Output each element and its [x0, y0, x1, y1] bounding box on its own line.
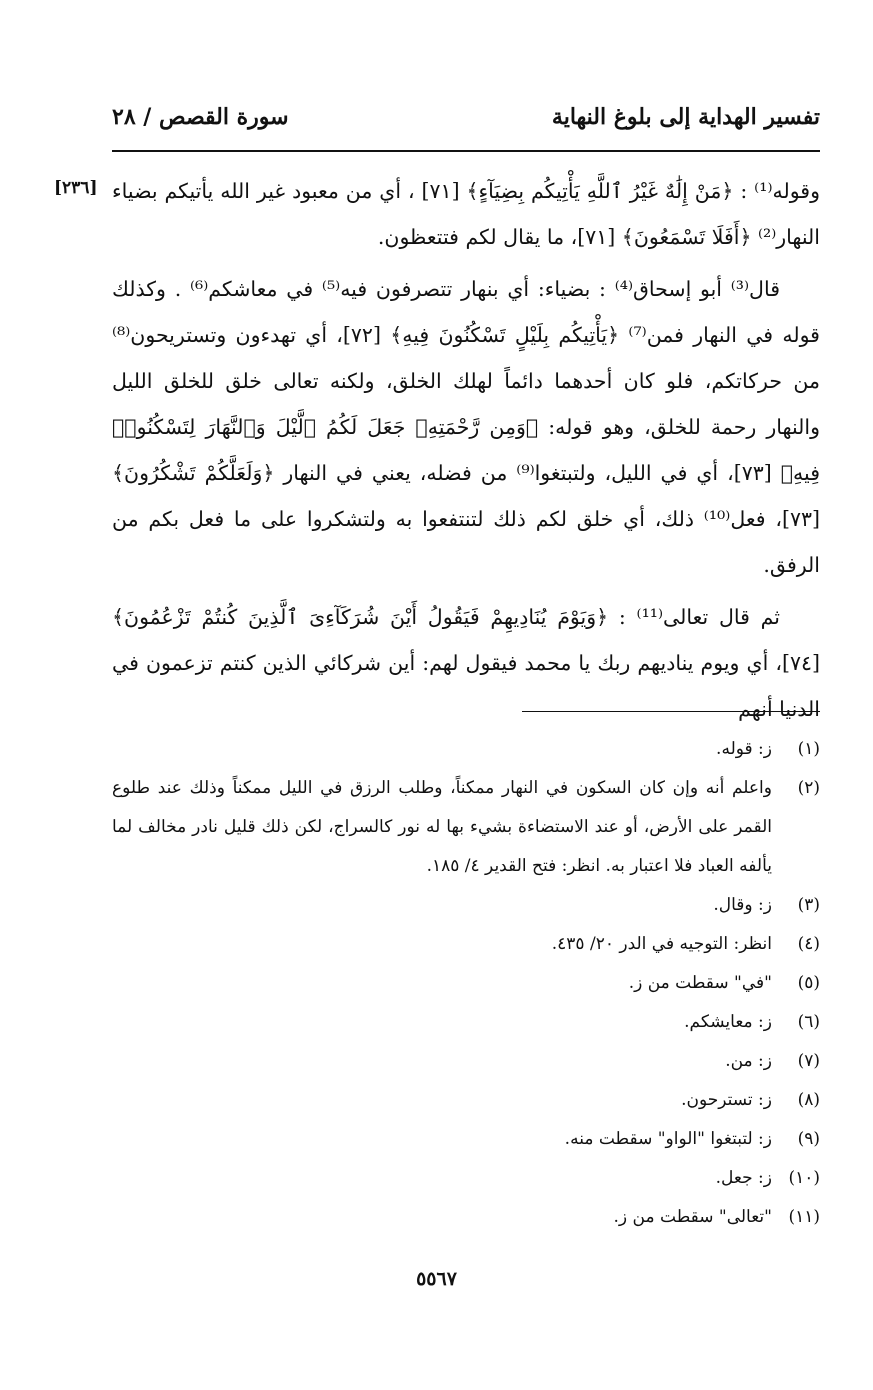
running-header: [112, 104, 820, 144]
footnote-item: [112, 1042, 820, 1081]
footnotes: [112, 730, 820, 1237]
footnote-number: (٦): [797, 1012, 820, 1032]
paragraph-3: ثم قال تعالى⁽¹¹⁾ : ﴿وَيَوْمَ يُنَادِيهِمْ فَيَقُولُ أَيْنَ شُرَكَآءِىَ ٱلَّذِينَ كُنتُمْ تَزْعُمُونَ﴾ [٧٤]، أي ويوم يناديهم ربك يا محمد فيقول لهم: أين شركائي الذين كنتم تزعمون في الدنيا أنهم: [112, 605, 820, 721]
footnote-item: [112, 925, 820, 964]
footnote-text: ز: وقال.: [713, 895, 772, 915]
header-rule: [112, 150, 820, 152]
footnote-number: (٥): [797, 973, 820, 993]
footnote-number: (٤): [797, 934, 820, 954]
footnote-text: واعلم أنه وإن كان السكون في النهار ممكناً، وطلب الرزق في الليل ممكناً وذلك عند طلوع القمر على الأرض، أو عند الاستضاءة بشيء بها له نور كالسراج، لكن ذلك قليل نادر مخالف لما يألفه العباد فلا اعتبار به. انظر: فتح القدير ٤/ ١٨٥.: [112, 778, 772, 876]
footnote-item: [112, 1198, 820, 1237]
footnote-item: [112, 769, 820, 886]
footnote-item: [112, 1120, 820, 1159]
main-text: [112, 168, 820, 738]
footnote-text: "في" سقطت من ز.: [628, 973, 772, 993]
footnote-item: [112, 1003, 820, 1042]
footnote-number: (٣): [797, 895, 820, 915]
book-title: تفسير الهداية إلى بلوغ النهاية: [551, 104, 820, 130]
surah-title: سورة القصص / ٢٨: [112, 104, 289, 130]
paragraph-1: وقوله⁽¹⁾ : ﴿مَنْ إِلَٰهٌ غَيْرُ ٱللَّهِ يَأْتِيكُم بِضِيَآءٍ﴾ [٧١] ، أي من معبود غير الله يأتيكم بضياء النهار⁽²⁾ ﴿أَفَلَا تَسْمَعُونَ﴾ [٧١]، ما يقال لكم فتتعظون.: [112, 179, 820, 249]
margin-reference: [٢٣٦]: [54, 178, 98, 198]
page-number: ٥٥٦٧: [416, 1268, 457, 1290]
footnote-number: (٨): [797, 1090, 820, 1110]
footnote-text: ز: جعل.: [715, 1168, 772, 1188]
footnote-item: [112, 1081, 820, 1120]
footnote-text: ز: من.: [725, 1051, 772, 1071]
footnote-item: [112, 886, 820, 925]
footnote-separator: [522, 711, 820, 712]
footnote-text: "تعالى" سقطت من ز.: [613, 1207, 772, 1227]
footnote-number: (١): [797, 739, 820, 759]
footnote-item: [112, 730, 820, 769]
footnote-item: [112, 1159, 820, 1198]
footnote-text: ز: قوله.: [716, 739, 772, 759]
paragraph-2: قال⁽³⁾ أبو إسحاق⁽⁴⁾ : بضياء: أي بنهار تتصرفون فيه⁽⁵⁾ في معاشكم⁽⁶⁾ . وكذلك قوله في النهار فمن⁽⁷⁾ ﴿يَأْتِيكُم بِلَيْلٍ تَسْكُنُونَ فِيهِ﴾ [٧٢]، أي تهدءون وتستريحون⁽⁸⁾ من حركاتكم، فلو كان أحدهما دائماً لهلك الخلق، ولكنه تعالى خلق للخلق الليل والنهار رحمة للخلق، وهو قوله: ﴿وَمِن رَّحْمَتِهِۦ جَعَلَ لَكُمُ ٱلَّيْلَ وَٱلنَّهَارَ لِتَسْكُنُوا۟ فِيهِ﴾ [٧٣]، أي في الليل، ولتبتغوا⁽⁹⁾ من فضله، يعني في النهار ﴿وَلَعَلَّكُمْ تَشْكُرُونَ﴾ [٧٣]، فعل⁽¹⁰⁾ ذلك، أي خلق لكم ذلك لتنتفعوا به ولتشكروا على ما فعل بكم من الرفق.: [112, 277, 821, 577]
footnote-text: ز: تسترحون.: [681, 1090, 772, 1110]
footnote-number: (١٠): [788, 1168, 820, 1188]
footnote-number: (٩): [797, 1129, 820, 1149]
footnote-number: (١١): [788, 1207, 820, 1227]
footnote-text: ز: لتبتغوا "الواو" سقطت منه.: [564, 1129, 772, 1149]
footnote-item: [112, 964, 820, 1003]
footnote-text: ز: معايشكم.: [684, 1012, 772, 1032]
footnote-number: (٧): [797, 1051, 820, 1071]
footnote-text: انظر: التوجيه في الدر ٢٠/ ٤٣٥.: [551, 934, 772, 954]
footnote-number: (٢): [797, 778, 820, 798]
